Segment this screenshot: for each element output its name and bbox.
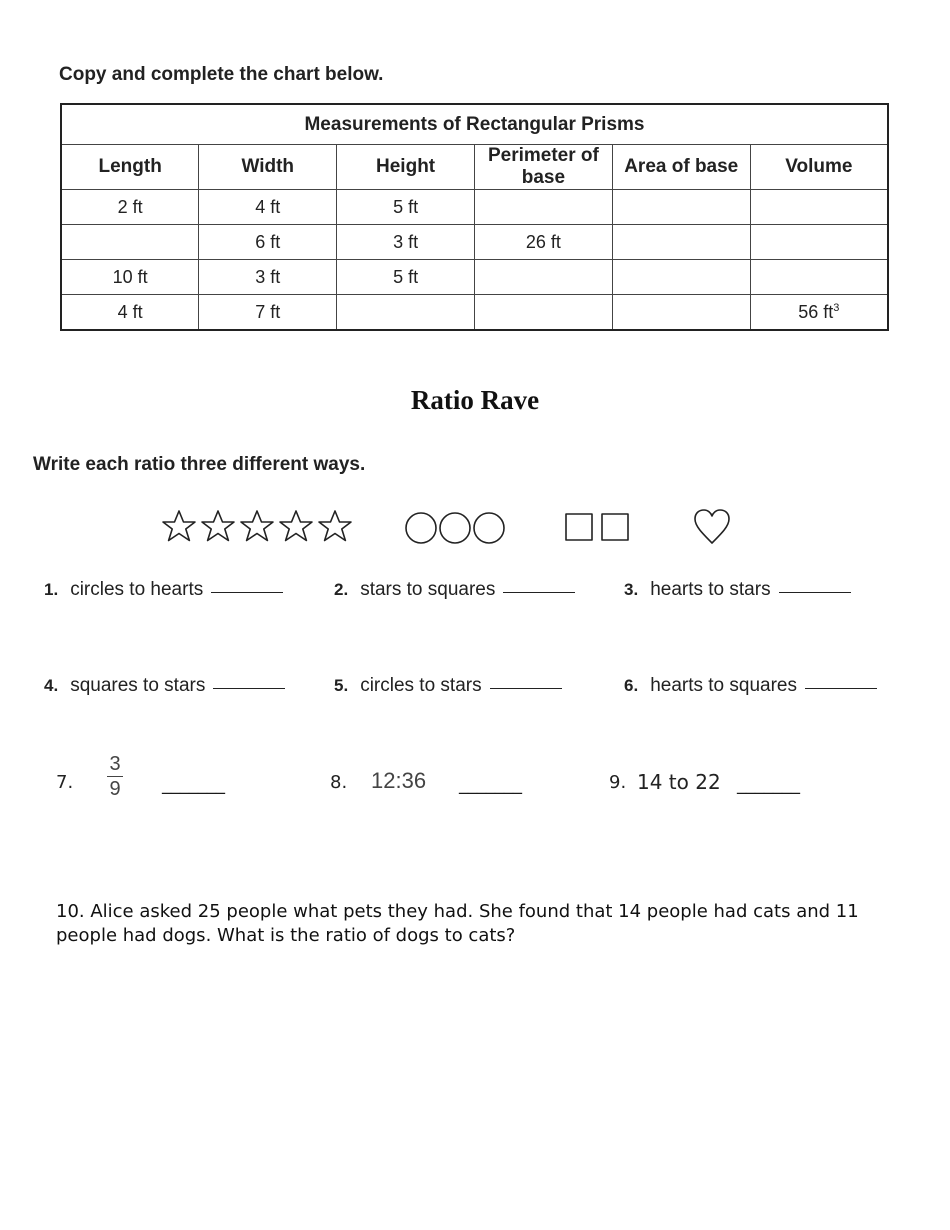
answer-blank[interactable]: _______ <box>162 774 225 795</box>
problem-10: 10. Alice asked 25 people what pets they had. She found that 14 people had cats and 11 people had dogs. What is the ratio of dogs to cats? <box>56 901 859 946</box>
table-cell <box>474 260 612 295</box>
problem-7-fraction <box>107 754 123 799</box>
circle-icon <box>406 513 436 543</box>
square-icon <box>566 514 592 540</box>
table-cell <box>337 295 475 331</box>
answer-blank[interactable] <box>503 591 575 593</box>
table-cell: 3 ft <box>337 225 475 260</box>
problem-number: 4. <box>44 676 59 695</box>
problem-number: 3. <box>624 580 639 599</box>
table-cell <box>474 190 612 225</box>
header-area: Area of base <box>612 145 750 190</box>
table-cell: 2 ft <box>61 190 199 225</box>
table-caption: Measurements of Rectangular Prisms <box>61 104 888 145</box>
table-cell: 5 ft <box>337 260 475 295</box>
volume-value: 56 ft <box>798 301 834 322</box>
problem-9-number: 9. <box>609 772 627 793</box>
table-cell: 6 ft <box>199 225 337 260</box>
table-cell: 4 ft <box>199 190 337 225</box>
table-row <box>61 295 888 331</box>
problem-4 <box>44 675 285 697</box>
page-title: Ratio Rave <box>410 385 540 415</box>
table-cell: 26 ft <box>474 225 612 260</box>
header-width: Width <box>199 145 337 190</box>
problem-9-value: 14 to 22 <box>637 770 721 794</box>
problem-text: circles to hearts <box>70 579 204 600</box>
problem-3 <box>624 579 851 601</box>
header-height: Height <box>337 145 475 190</box>
fraction-bar <box>107 776 123 777</box>
problem-7-number: 7. <box>56 772 74 793</box>
answer-blank[interactable] <box>779 591 851 593</box>
problem-number: 2. <box>334 580 349 599</box>
circle-icon <box>440 513 470 543</box>
header-volume: Volume <box>750 145 888 190</box>
problem-8-number: 8. <box>330 772 348 793</box>
prisms-table <box>60 103 889 331</box>
table-cell <box>750 260 888 295</box>
volume-exponent: 3 <box>833 301 840 314</box>
star-icon <box>280 511 312 541</box>
header-length: Length <box>61 145 199 190</box>
problem-text: hearts to stars <box>650 579 771 600</box>
table-cell: 10 ft <box>61 260 199 295</box>
answer-blank[interactable] <box>805 687 877 689</box>
header-perimeter: Perimeter of base <box>474 145 612 190</box>
answer-blank[interactable] <box>213 687 285 689</box>
ratio-instruction: Write each ratio three different ways. <box>33 454 366 475</box>
problem-2 <box>334 579 575 601</box>
answer-blank[interactable]: _______ <box>737 774 800 795</box>
answer-blank[interactable] <box>211 591 283 593</box>
problem-text: squares to stars <box>70 675 206 696</box>
table-cell: 3 ft <box>199 260 337 295</box>
problem-6 <box>624 675 877 697</box>
table-cell: 5 ft <box>337 190 475 225</box>
table-row <box>61 190 888 225</box>
star-icon <box>241 511 273 541</box>
problem-text: circles to stars <box>360 675 482 696</box>
table-cell <box>750 225 888 260</box>
problem-number: 5. <box>334 676 349 695</box>
table-cell <box>612 225 750 260</box>
table-row <box>61 225 888 260</box>
problem-8-value: 12:36 <box>371 768 427 793</box>
table-cell <box>612 260 750 295</box>
table-cell <box>61 225 199 260</box>
problem-text: hearts to squares <box>650 675 797 696</box>
table-cell: 4 ft <box>61 295 199 331</box>
table-cell-volume <box>750 295 888 331</box>
star-icon <box>202 511 234 541</box>
heart-icon <box>695 510 729 543</box>
circle-icon <box>474 513 504 543</box>
table-cell <box>474 295 612 331</box>
fraction-denominator: 9 <box>109 778 121 800</box>
star-icon <box>163 511 195 541</box>
problem-number: 6. <box>624 676 639 695</box>
shapes-row <box>150 505 750 551</box>
problem-text: stars to squares <box>360 579 496 600</box>
table-cell <box>612 295 750 331</box>
chart-instruction: Copy and complete the chart below. <box>59 64 384 85</box>
problem-number: 1. <box>44 580 59 599</box>
fraction-numerator: 3 <box>109 753 121 775</box>
square-icon <box>602 514 628 540</box>
table-cell <box>750 190 888 225</box>
problem-5 <box>334 675 562 697</box>
table-row <box>61 260 888 295</box>
answer-blank[interactable] <box>490 687 562 689</box>
problem-1 <box>44 579 283 601</box>
star-icon <box>319 511 351 541</box>
table-cell: 7 ft <box>199 295 337 331</box>
table-cell <box>612 190 750 225</box>
answer-blank[interactable]: _______ <box>459 774 522 795</box>
